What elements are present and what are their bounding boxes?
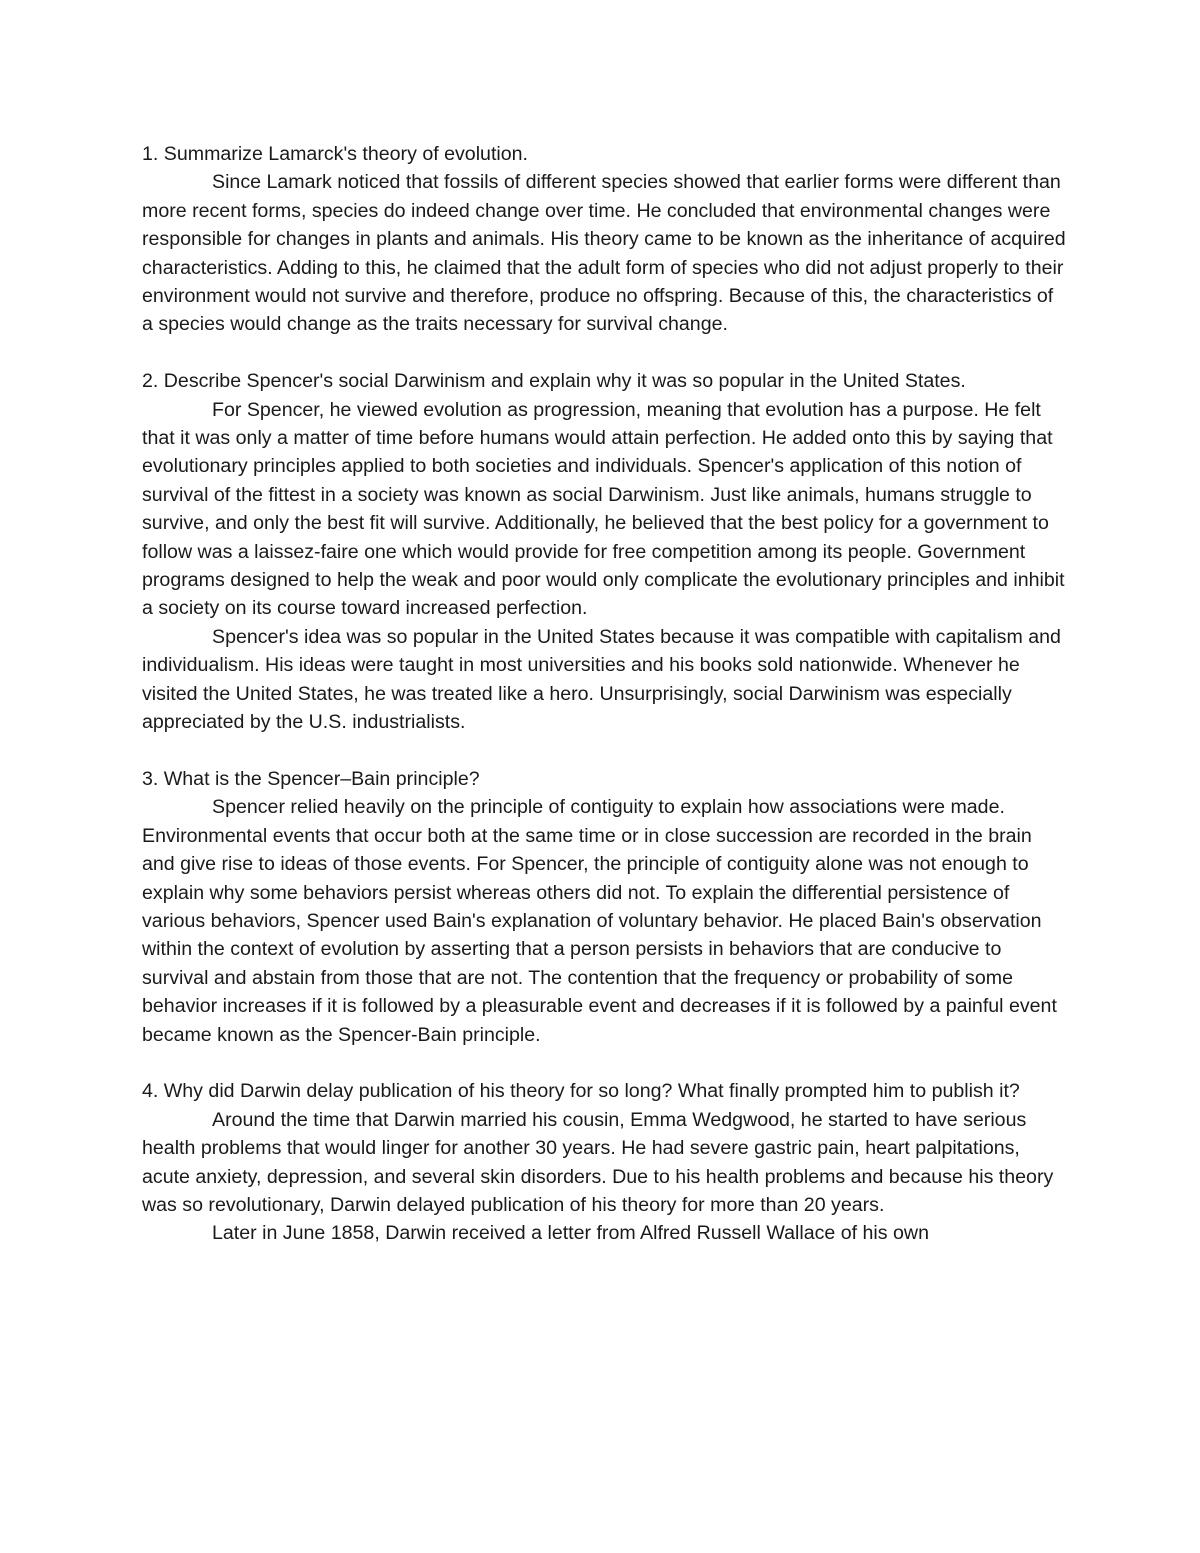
answer-paragraph: Since Lamark noticed that fossils of different species showed that earlier forms were different than more recent forms, species do indeed change over time. He concluded that environmental changes were responsible for changes in plants and animals. His theory came to be known as the inheritance of acquired characteristics. Adding to this, he claimed that the adult form of species who did not adjust properly to their environment would not survive and therefore, produce no offspring. Because of this, the characteristics of a species would change as the traits necessary for survival change. [142,171,1066,336]
document-body [142,140,1067,1276]
question-3: 3. What is the Spencer–Bain principle? [142,767,480,790]
section-4 [142,1077,1067,1247]
section-2 [142,367,1067,736]
answer-paragraph: Spencer relied heavily on the principle of contiguity to explain how associations were made. Environmental events that occur both at the same time or in close succession are recorded in the brain and give rise to ideas of those events. For Spencer, the principle of contiguity alone was not enough to explain why some behaviors persist whereas others did not. To explain the differential persistence of various behaviors, Spencer used Bain's explanation of voluntary behavior. He placed Bain's observation within the context of evolution by asserting that a person persists in behaviors that are conducive to survival and abstain from those that are not. The contention that the frequency or probability of some behavior increases if it is followed by a pleasurable event and decreases if it is followed by a painful event became known as the Spencer-Bain principle. [142,796,1057,1046]
answer-paragraph: Spencer's idea was so popular in the United States because it was compatible with capitalism and individualism. His ideas were taught in most universities and his books sold nationwide. Whenever he visited the United States, he was treated like a hero. Unsurprisingly, social Darwinism was especially appreciated by the U.S. industrialists. [142,625,1061,734]
section-1 [142,140,1067,339]
question-4: 4. Why did Darwin delay publication of his theory for so long? What finally prompted him to publish it? [142,1080,1020,1103]
answer-paragraph: For Spencer, he viewed evolution as progression, meaning that evolution has a purpose. He felt that it was only a matter of time before humans would attain perfection. He added onto this by saying that evolutionary principles applied to both societies and individuals. Spencer's application of this notion of survival of the fittest in a society was known as social Darwinism. Just like animals, humans struggle to survive, and only the best fit will survive. Additionally, he believed that the best policy for a government to follow was a laissez-faire one which would provide for free competition among its people. Government programs designed to help the weak and poor would only complicate the evolutionary principles and inhibit a society on its course toward increased perfection. [142,398,1065,620]
question-2: 2. Describe Spencer's social Darwinism and explain why it was so popular in the United States. [142,370,966,393]
answer-paragraph: Around the time that Darwin married his cousin, Emma Wedgwood, he started to have serious health problems that would linger for another 30 years. He had severe gastric pain, heart palpitations, acute anxiety, depression, and several skin disorders. Due to his health problems and because his theory was so revolutionary, Darwin delayed publication of his theory for more than 20 years. [142,1108,1054,1216]
question-1: 1. Summarize Lamarck's theory of evolution. [142,143,528,165]
answer-paragraph: Later in June 1858, Darwin received a letter from Alfred Russell Wallace of his own [212,1222,929,1245]
section-3 [142,765,1067,1049]
